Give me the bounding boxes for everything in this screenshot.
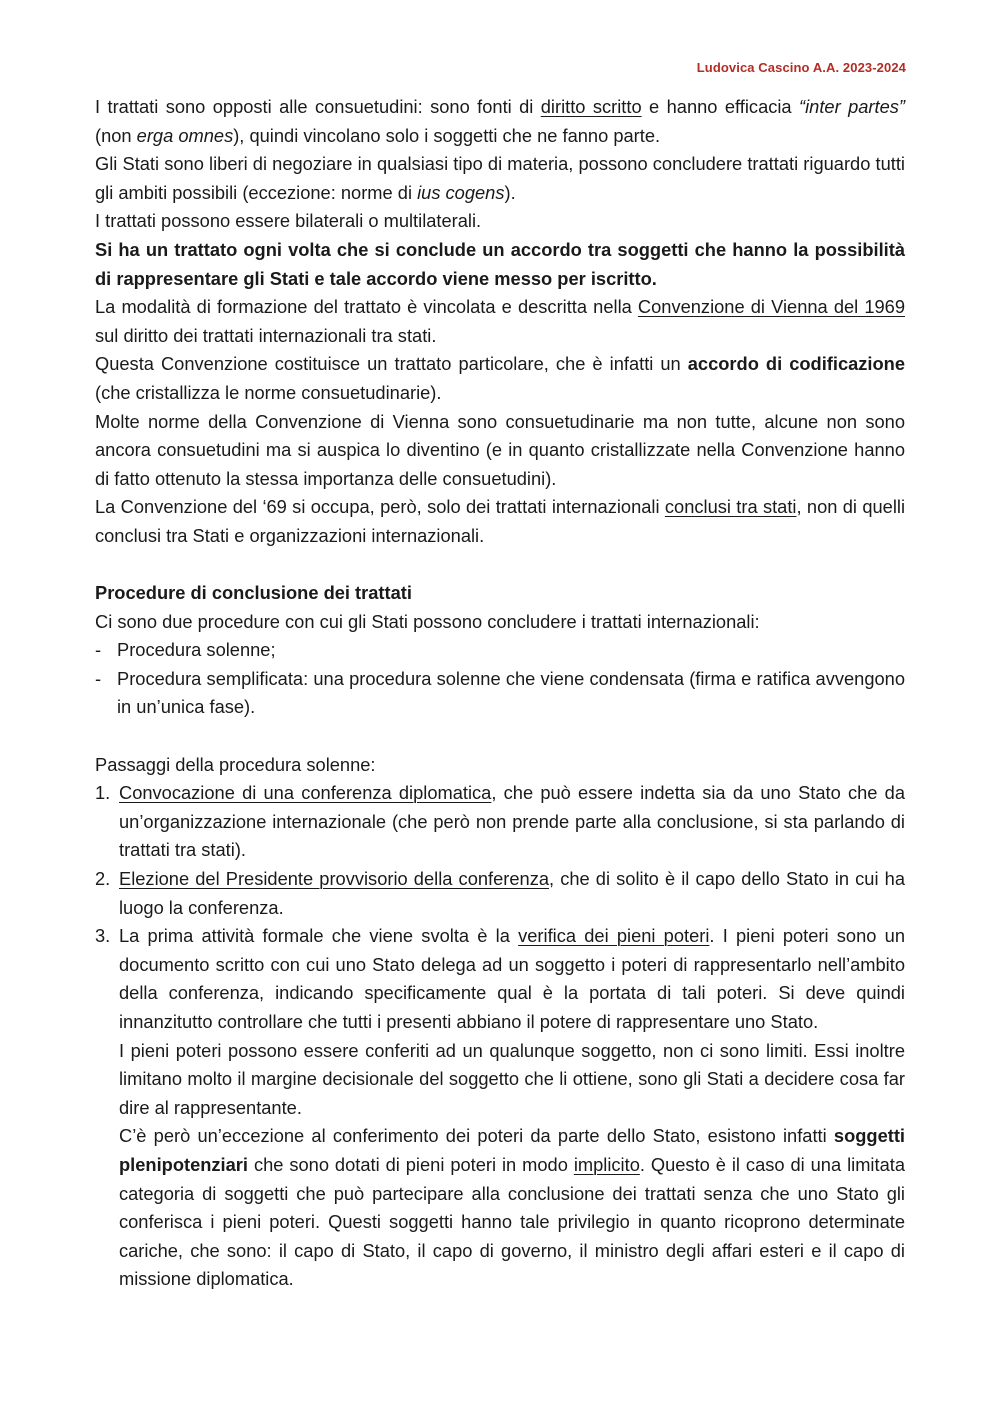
underlined-term: conclusi tra stati (664, 496, 797, 518)
list-item-text: Procedura semplificata: una procedura solenne che viene condensata (firma e ratifica avvengono in un’unica fase). (117, 667, 905, 718)
text-span: Questa Convenzione costituisce un trattato particolare, che è infatti un (95, 353, 688, 375)
list-item-procedure-solemn (95, 636, 905, 665)
text-span: e hanno efficacia (641, 96, 800, 117)
underlined-term: verifica dei pieni poteri (518, 925, 710, 947)
italic-term: “inter partes” (799, 96, 905, 117)
italic-term: erga omnes (136, 124, 234, 146)
item-number: 2. (95, 868, 111, 890)
paragraph-states-freedom (95, 150, 905, 207)
paragraph-vienna-convention (95, 293, 905, 350)
bold-term: accordo di codificazione (687, 353, 905, 375)
text-span: . Questo è il caso di una limitata categoria di soggetti che può partecipare alla conclusione dei trattati senza che uno Stato gli conferisca i pieni poteri. Questi soggetti hanno tale privilegio in quanto ricoprono determinate cariche, che sono: il capo di Stato, il capo di governo, il ministro degli affari esteri e il capo di missione diplomatica. (119, 1153, 905, 1290)
text-span: sul diritto dei trattati internazionali tra stati. (95, 324, 437, 346)
text-span: , che di solito è il capo dello Stato in cui ha luogo la conferenza. (119, 868, 905, 918)
numbered-item-2 (95, 865, 905, 922)
italic-term: ius cogens (417, 181, 505, 203)
paragraph-customary-norms: Molte norme della Convenzione di Vienna sono consuetudinarie ma non tutte, alcune non sono ancora consuetudini ma si auspica lo diventino (e in quanto cristallizzate nella Convenzione hanno di fatto ottenuto la stessa importanza delle consuetudini). (95, 410, 905, 489)
paragraph-treaty-definition-bold: Si ha un trattato ogni volta che si conclude un accordo tra soggetti che hanno la possibilità di rappresentare gli Stati e tale accordo viene messo per iscritto. (95, 238, 905, 289)
paragraph-codification (95, 350, 905, 407)
text-span: ). (504, 181, 516, 203)
section-heading: Procedure di conclusione dei trattati (95, 582, 412, 604)
underlined-term: Convenzione di Vienna del 1969 (637, 296, 906, 318)
text-span: , non di quelli conclusi tra Stati e organizzazioni internazionali. (95, 496, 906, 546)
item-number: 1. (95, 782, 111, 804)
paragraph-bilateral-multilateral: I trattati possono essere bilaterali o multilaterali. (95, 210, 482, 232)
numbered-item-3 (95, 922, 905, 1036)
numbered-item-1 (95, 779, 905, 865)
dash-bullet: - (95, 639, 102, 661)
text-span: (che cristallizza le norme consuetudinarie). (95, 381, 442, 403)
underlined-term: Convocazione di una conferenza diplomatica (119, 782, 492, 804)
text-span: La Convenzione del ‘69 si occupa, però, solo dei trattati internazionali (95, 496, 665, 518)
paragraph-convention-scope (95, 493, 905, 550)
document-body (95, 93, 905, 1294)
section-lead: Ci sono due procedure con cui gli Stati possono concludere i trattati internazionali: (95, 610, 760, 632)
spacer (95, 722, 905, 751)
text-span: che sono dotati di pieni poteri in modo (248, 1153, 574, 1175)
item-number: 3. (95, 925, 111, 947)
text-span: , che può essere indetta sia da uno Stato che da un’organizzazione internazionale (che però non prende parte alla conclusione, si sta parlando di trattati tra stati). (119, 782, 905, 861)
underlined-term: diritto scritto (540, 96, 642, 117)
list-item-text: Procedura solenne; (117, 639, 276, 661)
text-span: Gli Stati sono liberi di negoziare in qualsiasi tipo di materia, possono concludere trattati riguardo tutti gli ambiti possibili (eccezione: norme di (95, 153, 905, 203)
text-span: I trattati sono opposti alle consuetudini: sono fonti di (95, 96, 541, 117)
text-span: (non (95, 124, 137, 146)
numbered-item-3-plenipotentiaries (95, 1122, 905, 1294)
text-span: ), quindi vincolano solo i soggetti che ne fanno parte. (233, 124, 661, 146)
numbered-item-3-continuation: I pieni poteri possono essere conferiti ad un qualunque soggetto, non ci sono limiti. Essi inoltre limitano molto il margine decisionale del soggetto che li ottiene, sono gli Stati a decidere cosa far dire al rappresentante. (119, 1039, 905, 1118)
steps-lead: Passaggi della procedura solenne: (95, 753, 376, 775)
text-span: . I pieni poteri sono un documento scritto con cui uno Stato delega ad un soggetto i poteri di rappresentarlo nell’ambito della conferenza, indicando specificamente qual è la portata di tali poteri. Si deve quindi innanzitutto controllare che tutti i presenti abbiano il potere di rappresentare uno Stato. (119, 925, 905, 1032)
dash-bullet: - (95, 667, 102, 689)
text-span: C’è però un’eccezione al conferimento dei poteri da parte dello Stato, esistono infatti (119, 1125, 834, 1147)
underlined-term: implicito (573, 1153, 640, 1175)
paragraph-treaties-definition (95, 93, 905, 150)
bold-term: soggetti plenipotenziari (119, 1125, 905, 1175)
text-span: La prima attività formale che viene svolta è la (119, 925, 519, 947)
underlined-term: Elezione del Presidente provvisorio della conferenza (119, 868, 549, 890)
list-item-procedure-simplified (95, 665, 905, 722)
spacer (95, 551, 905, 580)
text-span: La modalità di formazione del trattato è vincolata e descritta nella (95, 296, 638, 318)
page-header-author-year: Ludovica Cascino A.A. 2023-2024 (696, 60, 906, 75)
